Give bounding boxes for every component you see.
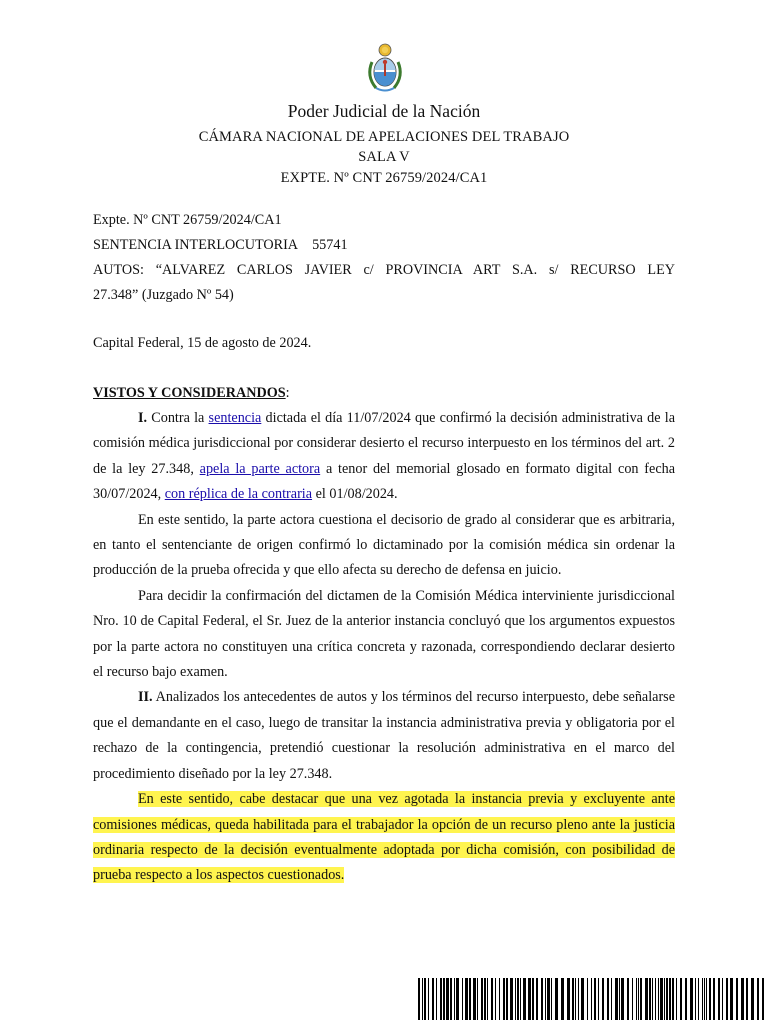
- date-place: Capital Federal, 15 de agosto de 2024.: [93, 335, 312, 351]
- autos-line-1: AUTOS: “ALVAREZ CARLOS JAVIER c/ PROVINCIA ART S.A. s/ RECURSO LEY: [93, 262, 675, 278]
- chamber-name: CÁMARA NACIONAL DE APELACIONES DEL TRABAJO: [198, 129, 570, 145]
- sentencia-line: [93, 237, 348, 254]
- heading-text: VISTOS Y CONSIDERANDOS: [93, 385, 286, 401]
- paragraph-4-text: Analizados los antecedentes de autos y los términos del recurso interpuesto, debe señalarse que el demandante en el caso, luego de transitar la instancia administrativa previa y obligatoria por el rechazo de la contingencia, pretendió cuestionar la resolución administrativa en el marco del procedimiento diseñado por la ley 27.348.: [93, 689, 675, 782]
- sentencia-label: SENTENCIA INTERLOCUTORIA: [93, 237, 299, 253]
- apela-link[interactable]: apela la parte actora: [199, 460, 321, 477]
- paragraph-1-number: I.: [138, 410, 148, 426]
- paragraph-1-text-a: Contra la: [147, 410, 209, 426]
- paragraph-5: [93, 787, 675, 889]
- paragraph-4: [93, 685, 675, 787]
- sentencia-link[interactable]: sentencia: [208, 410, 262, 426]
- header-expte: EXPTE. Nº CNT 26759/2024/CA1: [280, 170, 488, 186]
- sentencia-number: 55741: [312, 237, 348, 253]
- paragraph-2: En este sentido, la parte actora cuestiona el decisorio de grado al considerar que es arbitraria, en tanto el sentenciante de origen confirmó lo dictaminado por la comisión médica sin ordenar la producción de la prueba ofrecida y que ello afecta su derecho de defensa en juicio.: [93, 511, 675, 579]
- coat-of-arms-icon: [362, 40, 408, 94]
- paragraph-1-text-c: a tenor del memorial glosado en formato digital con fecha 30/07/2024,: [93, 460, 676, 503]
- court-name: Poder Judicial de la Nación: [287, 101, 481, 121]
- section-heading: [93, 385, 290, 402]
- sala-name: SALA V: [358, 149, 410, 165]
- paragraph-1-text-b: dictada el día 11/07/2024 que confirmó la decisión administrativa de la comisión médica jurisdiccional por considerar desierto el recurso interpuesto en los términos del art. 2 de la ley 27.348,: [93, 410, 675, 477]
- expte-line: Expte. Nº CNT 26759/2024/CA1: [93, 212, 282, 228]
- autos-line-2: 27.348” (Juzgado Nº 54): [93, 287, 234, 303]
- paragraph-4-number: II.: [138, 689, 153, 706]
- paragraph-1: [93, 406, 675, 508]
- paragraph-3: Para decidir la confirmación del dictamen de la Comisión Médica interviniente jurisdiccional Nro. 10 de Capital Federal, el Sr. Juez de la anterior instancia concluyó que los argumentos expuestos por la parte actora no constituyen una crítica concreta y razonada, correspondiendo declarar desierto el recurso bajo examen.: [93, 587, 675, 681]
- paragraph-1-text-d: el 01/08/2024.: [312, 486, 398, 503]
- heading-colon: :: [285, 385, 290, 401]
- replica-link[interactable]: con réplica de la contraria: [164, 486, 313, 503]
- document-body: [93, 406, 675, 889]
- barcode-icon: [418, 978, 768, 1020]
- highlighted-text: En este sentido, cabe destacar que una vez agotada la instancia previa y excluyente ante comisiones médicas, queda habilitada para el trabajador la opción de un recurso pleno ante la justicia ordinaria respecto de la decisión eventualmente adoptada por dicha comisión, con posibilidad de prueba respecto a los aspectos cuestionados.: [93, 791, 675, 884]
